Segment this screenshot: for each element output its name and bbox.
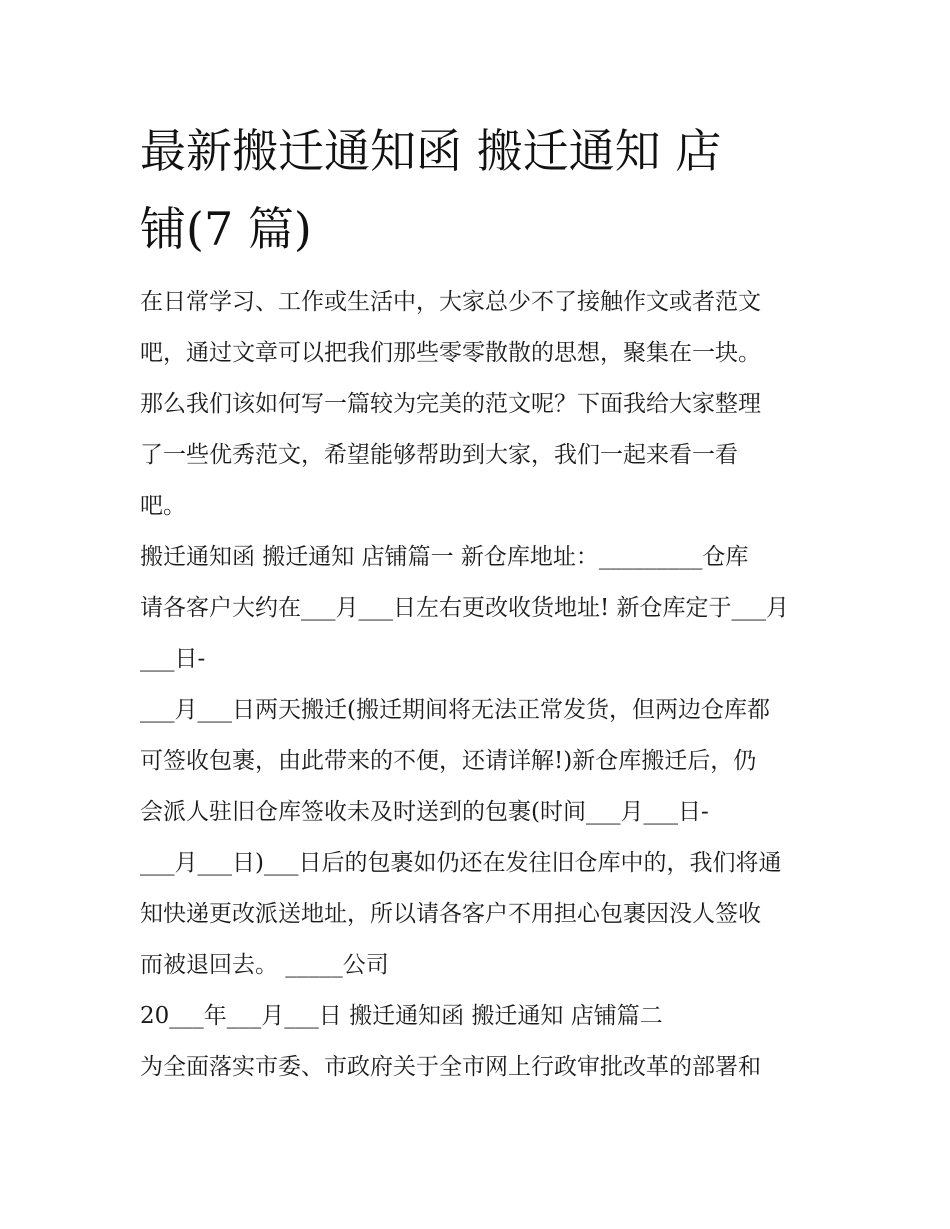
document-body (140, 277, 820, 1093)
body-line: 知快递更改派送地址，所以请各客户不用担心包裹因没人签收 (140, 901, 761, 927)
body-line: 请各客户大约在___月___日左右更改收货地址! 新仓库定于___月 (140, 595, 790, 621)
body-line: 搬迁通知函 搬迁通知 店铺篇一 新仓库地址：_________仓库 (140, 544, 749, 570)
body-line: 而被退回去。 _____公司 (140, 952, 389, 978)
body-line: 在日常学习、工作或生活中，大家总少不了接触作文或者范文 (140, 289, 761, 315)
title-line-1: 最新搬迁通知函 搬迁通知 店 (140, 124, 722, 178)
body-line: ___月___日)___日后的包裹如仍还在发往旧仓库中的，我们将通 (140, 850, 782, 876)
body-line: 了一些优秀范文，希望能够帮助到大家，我们一起来看一看 (140, 442, 738, 468)
body-line: 可签收包裹，由此带来的不便，还请详解!)新仓库搬迁后，仍 (140, 748, 757, 774)
body-line: 那么我们该如何写一篇较为完美的范文呢？下面我给大家整理 (140, 391, 761, 417)
document-title (140, 112, 840, 268)
title-line-2: 铺(7 篇) (140, 202, 312, 256)
body-line: 会派人驻旧仓库签收未及时送到的包裹(时间___月___日- (140, 799, 709, 825)
body-line: ___日- (140, 646, 206, 672)
body-line: 吧，通过文章可以把我们那些零零散散的思想，聚集在一块。 (140, 340, 761, 366)
body-line: 吧。 (140, 493, 186, 519)
body-line: 为全面落实市委、市政府关于全市网上行政审批改革的部署和 (140, 1054, 761, 1080)
body-line: 20___年___月___日 搬迁通知函 搬迁通知 店铺篇二 (140, 1003, 663, 1029)
body-line: ___月___日两天搬迁(搬迁期间将无法正常发货，但两边仓库都 (140, 697, 770, 723)
